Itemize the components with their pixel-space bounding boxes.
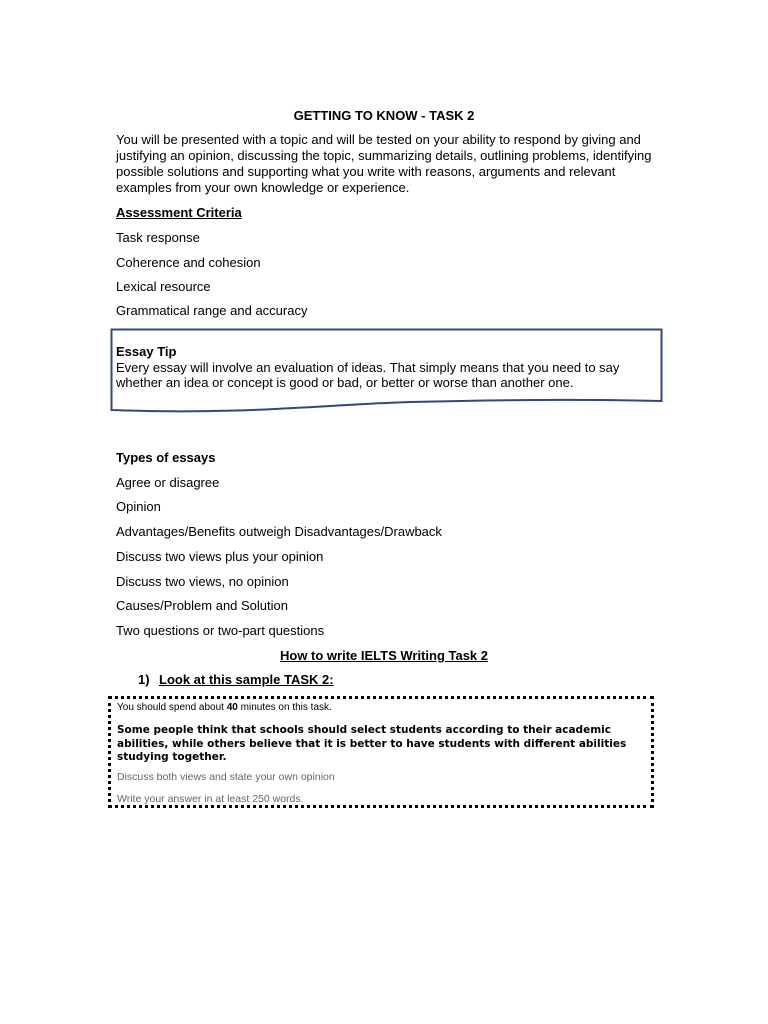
- how-to-heading: How to write IELTS Writing Task 2: [279, 648, 489, 663]
- step-heading: [138, 672, 334, 687]
- essay-tip-title: Essay Tip: [116, 344, 177, 359]
- assessment-heading: Assessment Criteria: [116, 205, 242, 220]
- sample-prompt: Some people think that schools should select students according to their academic abilities, while others believe that it is better to have students with different abilities studying together.: [117, 724, 627, 763]
- essay-type-item: Causes/Problem and Solution: [116, 598, 288, 613]
- time-value: 40: [226, 702, 238, 713]
- step-label: Look at this sample TASK 2:: [159, 672, 334, 687]
- essay-type-item: Two questions or two-part questions: [116, 623, 325, 638]
- time-instruction: You should spend about 40 minutes on this task.: [117, 702, 332, 713]
- essay-type-item: Opinion: [116, 499, 161, 514]
- page-title: GETTING TO KNOW - TASK 2: [293, 108, 475, 123]
- assessment-item: Coherence and cohesion: [116, 255, 261, 270]
- essay-type-item: Discuss two views, no opinion: [116, 574, 289, 589]
- essay-tip-text: Every essay will involve an evaluation of ideas. That simply means that you need to say whether an idea or concept is good or bad, or better or worse than another one.: [116, 360, 620, 390]
- types-heading: Types of essays: [116, 450, 216, 465]
- sample-instruction: Discuss both views and state your own opinion: [117, 771, 335, 783]
- assessment-item: Task response: [116, 230, 200, 245]
- word-limit: Write your answer in at least 250 words.: [117, 793, 304, 805]
- essay-tip-box: [110, 328, 663, 413]
- assessment-item: Grammatical range and accuracy: [116, 303, 308, 318]
- intro-paragraph: You will be presented with a topic and will be tested on your ability to respond by giving and justifying an opinion, discussing the topic, summarizing details, outlining problems, identifying possible solutions and supporting what you write with reasons, arguments and relevant examples from your own knowledge or experience.: [116, 132, 652, 195]
- essay-type-item: Advantages/Benefits outweigh Disadvantages/Drawback: [116, 524, 442, 539]
- sample-task-box: [108, 696, 654, 808]
- assessment-item: Lexical resource: [116, 279, 211, 294]
- essay-type-item: Agree or disagree: [116, 475, 220, 490]
- step-number: 1): [138, 672, 150, 687]
- essay-type-item: Discuss two views plus your opinion: [116, 549, 324, 564]
